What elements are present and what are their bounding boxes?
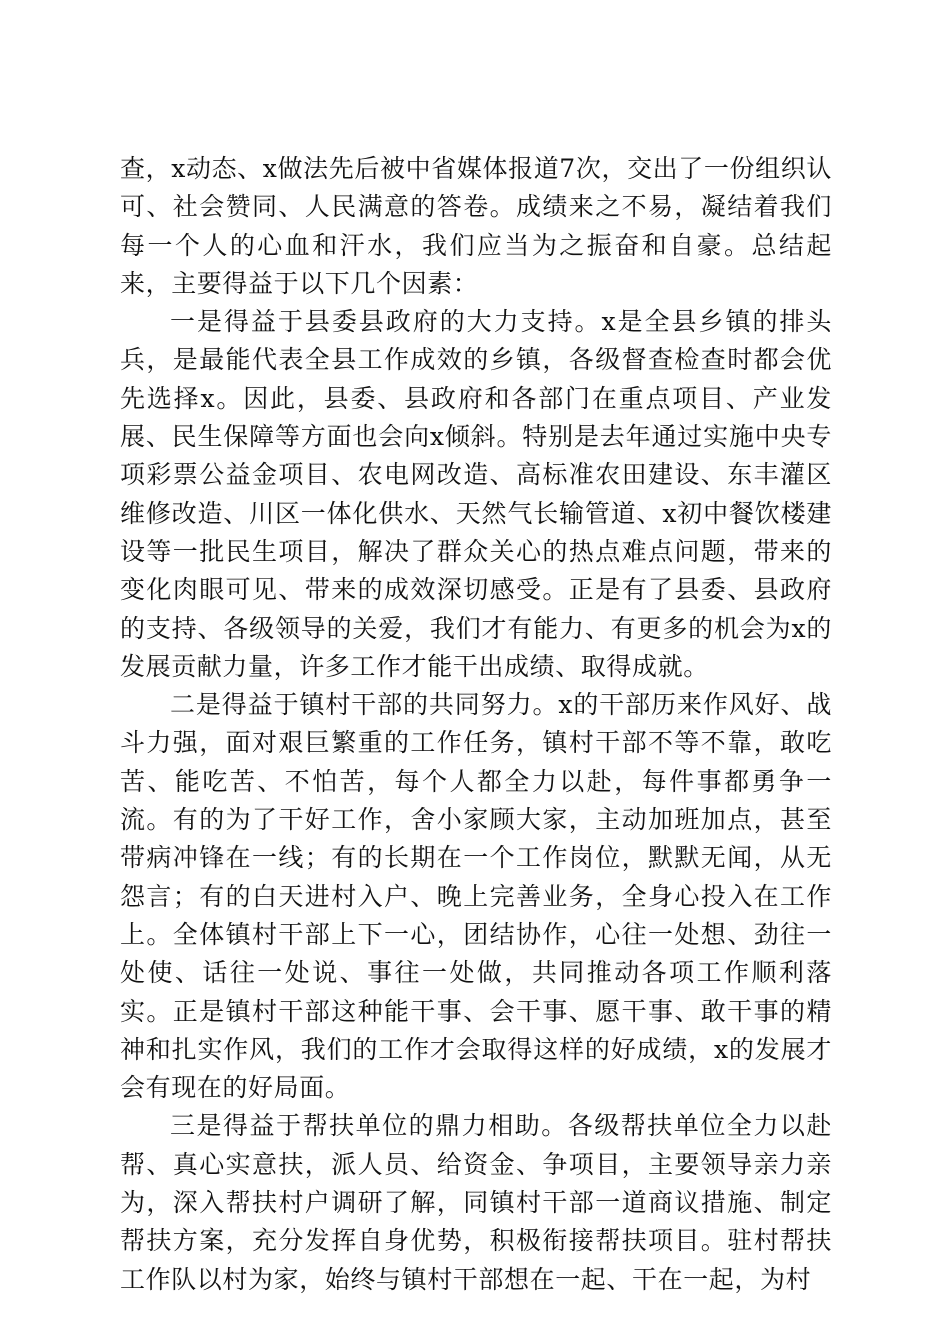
document-page <box>120 150 832 1299</box>
paragraph-cadre-efforts: 二是得益于镇村干部的共同努力。x的干部历来作风好、战斗力强，面对艰巨繁重的工作任务，镇村干部不等不靠，敢吃苦、能吃苦、不怕苦，每个人都全力以赴，每件事都勇争一流。有的为了干好工作，舍小家顾大家，主动加班加点，甚至带病冲锋在一线；有的长期在一个工作岗位，默默无闻，从无怨言；有的白天进村入户、晚上完善业务，全身心投入在工作上。全体镇村干部上下一心，团结协作，心往一处想、劲往一处使、话往一处说、事往一处做，共同推动各项工作顺利落实。正是镇村干部这种能干事、会干事、愿干事、敢干事的精神和扎实作风，我们的工作才会取得这样的好成绩，x的发展才会有现在的好局面。 <box>120 690 832 1103</box>
paragraph-intro-continuation: 查，x动态、x做法先后被中省媒体报道7次，交出了一份组织认可、社会赞同、人民满意的答卷。成绩来之不易，凝结着我们每一个人的心血和汗水，我们应当为之振奋和自豪。总结起来，主要得益于以下几个因素： <box>120 154 832 298</box>
paragraph-county-support: 一是得益于县委县政府的大力支持。x是全县乡镇的排头兵，是最能代表全县工作成效的乡镇，各级督查检查时都会优先选择x。因此，县委、县政府和各部门在重点项目、产业发展、民生保障等方面也会向x倾斜。特别是去年通过实施中央专项彩票公益金项目、农电网改造、高标准农田建设、东丰灌区维修改造、川区一体化供水、天然气长输管道、x初中餐饮楼建设等一批民生项目，解决了群众关心的热点难点问题，带来的变化肉眼可见、带来的成效深切感受。正是有了县委、县政府的支持、各级领导的关爱，我们才有能力、有更多的机会为x的发展贡献力量，许多工作才能干出成绩、取得成就。 <box>120 307 832 681</box>
paragraph-assistance-units: 三是得益于帮扶单位的鼎力相助。各级帮扶单位全力以赴帮、真心实意扶，派人员、给资金、争项目，主要领导亲力亲为，深入帮扶村户调研了解，同镇村干部一道商议措施、制定帮扶方案，充分发挥自身优势，积极衔接帮扶项目。驻村帮扶工作队以村为家，始终与镇村干部想在一起、干在一起，为村 <box>120 1111 832 1294</box>
